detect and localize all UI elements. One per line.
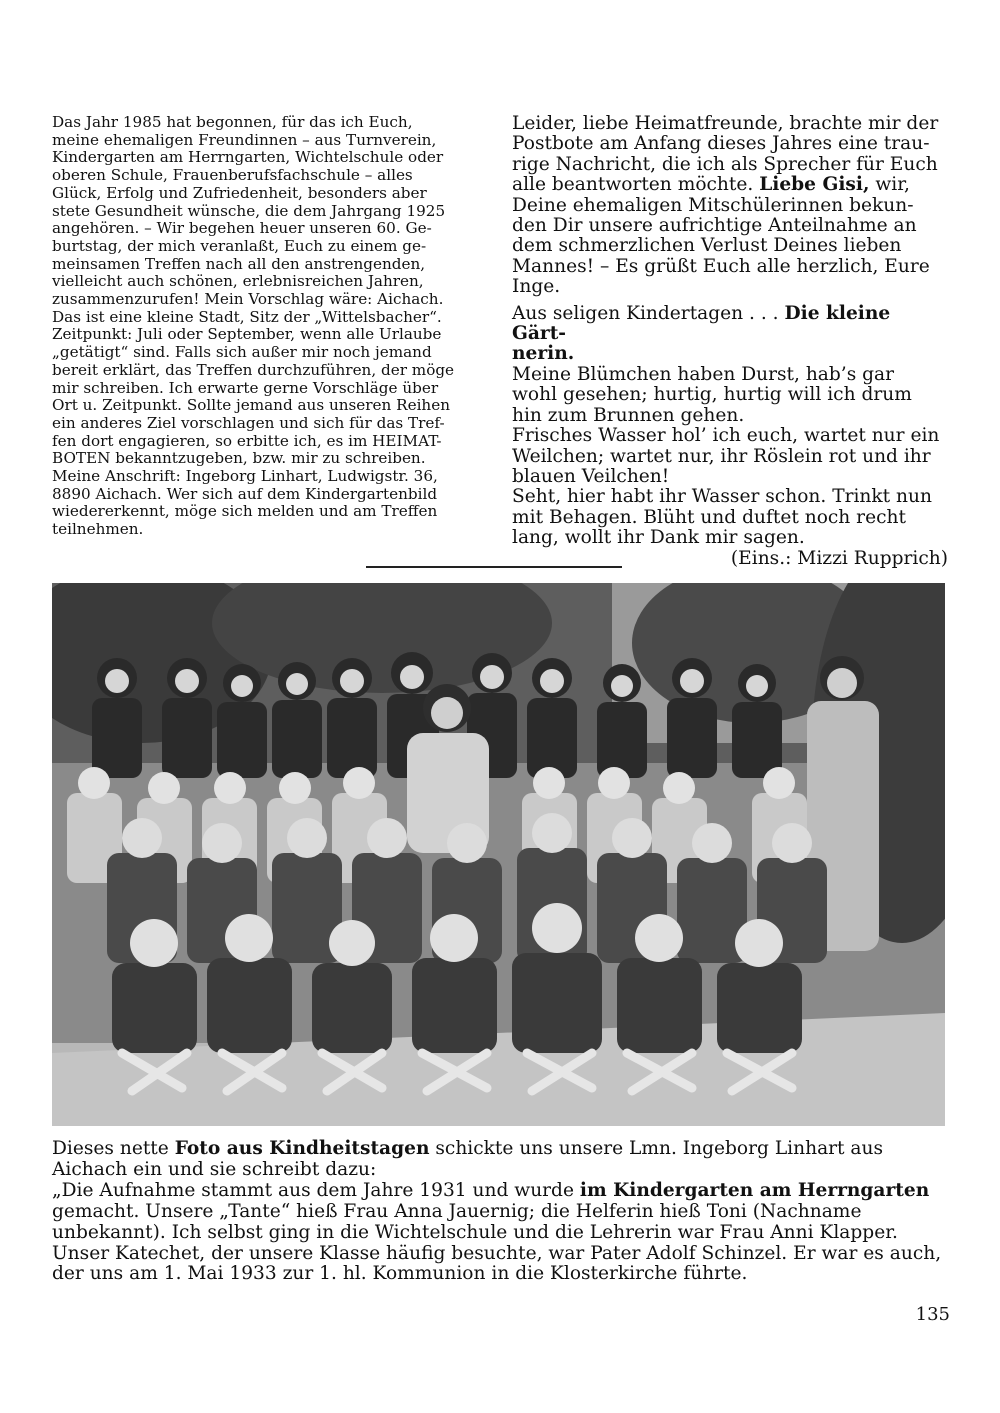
left-line: bereit erklärt, das Treffen durchzuführen, der möge: [52, 360, 455, 379]
poem-line: blauen Veilchen!: [512, 465, 670, 487]
left-line: ein anderes Ziel vorschlagen und sich für das Tref-: [52, 413, 445, 432]
caption-highlight: Foto aus Kindheitstagen: [174, 1138, 430, 1159]
poem-line: Weilchen; wartet nur, ihr Röslein rot und ihr: [512, 445, 931, 467]
message-text: wir,: [869, 174, 910, 196]
message-line: rige Nachricht, die ich als Sprecher für Euch: [512, 153, 938, 175]
left-line: stete Gesundheit wünsche, die dem Jahrgang 1925: [52, 201, 446, 220]
caption-text: „Die Aufnahme stammt aus dem Jahre 1931 und wurde: [52, 1179, 580, 1201]
poem-line: mit Behagen. Blüht und duftet noch recht: [512, 506, 906, 528]
left-line: Zeitpunkt: Juli oder September, wenn alle Urlaube: [52, 325, 442, 344]
message-line: den Dir unsere aufrichtige Anteilnahme an: [512, 215, 917, 237]
left-line: 8890 Aichach. Wer sich auf dem Kindergartenbild: [52, 484, 438, 503]
poem-title: nerin.: [512, 343, 575, 365]
poem-intro: Aus seligen Kindertagen . . .: [512, 302, 785, 324]
message-text: alle beantworten möchte.: [512, 174, 760, 196]
message-line: Deine ehemaligen Mitschülerinnen bekun-: [512, 194, 914, 216]
left-line: Das ist eine kleine Stadt, Sitz der „Wittelsbacher“.: [52, 307, 442, 326]
left-line: teilnehmen.: [52, 520, 144, 539]
caption-text: schickte uns unsere Lmn. Ingeborg Linhart aus: [429, 1138, 884, 1159]
left-line: zusammenzurufen! Mein Vorschlag wäre: Aichach.: [52, 290, 444, 309]
poem-heading: [512, 344, 948, 364]
photo-caption: [52, 1139, 948, 1285]
left-line: Ort u. Zeitpunkt. Sollte jemand aus unseren Reihen: [52, 396, 450, 415]
poem-title: Die kleine Gärt-: [512, 302, 891, 345]
kindergarten-group-photo: [52, 583, 945, 1126]
poem-line: Meine Blümchen haben Durst, hab’s gar: [512, 363, 895, 385]
left-line: meine ehemaligen Freundinnen – aus Turnverein,: [52, 130, 437, 149]
message-line: Mannes! – Es grüßt Euch alle herzlich, Eure: [512, 255, 930, 277]
left-line: mir schreiben. Ich erwarte gerne Vorschläge über: [52, 378, 439, 397]
caption-text: Dieses nette: [52, 1138, 175, 1159]
left-line: Glück, Erfolg und Zufriedenheit, besonders aber: [52, 183, 427, 202]
poem-heading: [512, 304, 948, 345]
message-line: [512, 175, 948, 195]
poem-credit: (Eins.: Mizzi Rupprich): [730, 547, 948, 569]
left-line: fen dort engagieren, so erbitte ich, es im HEIMAT-: [52, 431, 442, 450]
poem-line: Frisches Wasser hol’ ich euch, wartet nur ein: [512, 425, 940, 447]
left-line: Kindergarten am Herrngarten, Wichtelschule oder: [52, 148, 444, 167]
left-line: angehören. – Wir begehen heuer unseren 60. Ge-: [52, 219, 432, 238]
left-column-letter: [52, 114, 489, 539]
condolence-message: [512, 114, 948, 298]
left-line: oberen Schule, Frauenberufsfachschule – alles: [52, 166, 413, 185]
poem: [512, 304, 948, 569]
caption-line: gemacht. Unsere „Tante“ hieß Frau Anna Jauernig; die Helferin hieß Toni (Nachname: [52, 1200, 862, 1222]
left-line: BOTEN bekanntzugeben, bzw. mir zu schreiben.: [52, 449, 426, 468]
message-line: Inge.: [512, 276, 561, 298]
page-number: 135: [915, 1304, 950, 1325]
left-line: meinsamen Treffen nach all den anstrengenden,: [52, 254, 426, 273]
greeting-name: Liebe Gisi,: [759, 174, 870, 196]
caption-line: der uns am 1. Mai 1933 zur 1. hl. Kommunion in die Klosterkirche führte.: [52, 1263, 748, 1285]
poem-line: Seht, hier habt ihr Wasser schon. Trinkt nun: [512, 486, 932, 508]
left-line: wiedererkennt, möge sich melden und am Treffen: [52, 502, 438, 521]
message-line: Leider, liebe Heimatfreunde, brachte mir der: [512, 113, 939, 134]
section-divider: [366, 566, 622, 568]
poem-line: lang, wollt ihr Dank mir sagen.: [512, 527, 805, 549]
left-line: „getätigt“ sind. Falls sich außer mir noch jemand: [52, 343, 432, 362]
caption-line: [52, 1181, 948, 1202]
left-line: Meine Anschrift: Ingeborg Linhart, Ludwigstr. 36,: [52, 467, 438, 486]
poem-line: wohl gesehen; hurtig, hurtig will ich drum: [512, 384, 912, 406]
left-line: Das Jahr 1985 hat begonnen, für das ich Euch,: [52, 113, 413, 131]
right-column: [512, 114, 948, 569]
caption-highlight: im Kindergarten am Herrngarten: [579, 1179, 930, 1201]
left-line: vielleicht auch schönen, erlebnisreichen Jahren,: [52, 272, 424, 291]
poem-line: hin zum Brunnen gehen.: [512, 404, 745, 426]
caption-line: unbekannt). Ich selbst ging in die Wichtelschule und die Lehrerin war Frau Anni Klapper.: [52, 1221, 898, 1243]
caption-line: [52, 1139, 948, 1160]
caption-line: Aichach ein und sie schreibt dazu:: [52, 1158, 377, 1180]
caption-line: Unser Katechet, der unsere Klasse häufig besuchte, war Pater Adolf Schinzel. Er war es auch,: [52, 1242, 942, 1264]
message-line: dem schmerzlichen Verlust Deines lieben: [512, 235, 902, 257]
message-line: Postbote am Anfang dieses Jahres eine trau-: [512, 133, 930, 155]
left-line: burtstag, der mich veranlaßt, Euch zu einem ge-: [52, 236, 427, 255]
